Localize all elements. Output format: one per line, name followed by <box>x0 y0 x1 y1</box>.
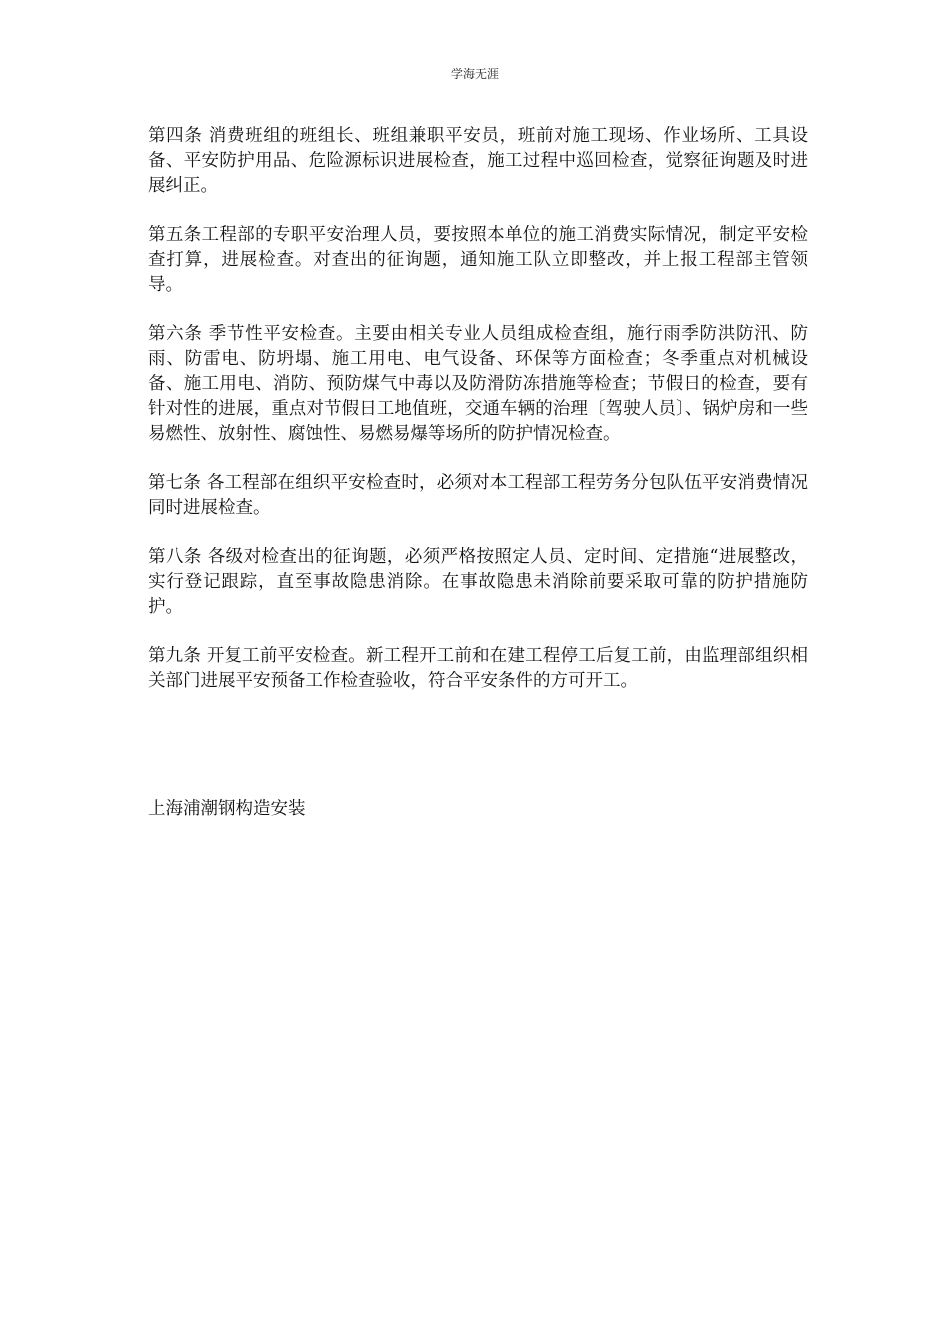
article-6-paragraph: 第六条 季节性平安检查。主要由相关专业人员组成检查组，施行雨季防洪防汛、防雨、防雷电、防坍塌、施工用电、电气设备、环保等方面检查；冬季重点对机械设备、施工用电、消防、预防煤气中毒以及防滑防冻措施等检查；节假日的检查，要有针对性的进展，重点对节假日工地值班，交通车辆的治理〔驾驶人员〕、锅炉房和一些易燃性、放射性、腐蚀性、易燃易爆等场所的防护情况检查。 <box>148 324 808 444</box>
article-8-paragraph: 第八条 各级对检查出的征询题，必须严格按照定人员、定时间、定措施“进展整改，实行登记跟踪，直至事故隐患消除。在事故隐患未消除前要采取可靠的防护措施防护。 <box>148 547 808 617</box>
article-5-paragraph: 第五条工程部的专职平安治理人员，要按照本单位的施工消费实际情况，制定平安检查打算，进展检查。对查出的征询题，通知施工队立即整改，并上报工程部主管领导。 <box>148 225 808 295</box>
page-header: 学海无涯 <box>450 67 499 81</box>
article-9-paragraph: 第九条 开复工前平安检查。新工程开工前和在建工程停工后复工前，由监理部组织相关部门进展平安预备工作检查验收，符合平安条件的方可开工。 <box>148 646 808 691</box>
article-7-paragraph: 第七条 各工程部在组织平安检查时，必须对本工程部工程劳务分包队伍平安消费情况同时进展检查。 <box>148 473 808 518</box>
document-body <box>148 124 808 718</box>
article-4-paragraph: 第四条 消费班组的班组长、班组兼职平安员，班前对施工现场、作业场所、工具设备、平安防护用品、危险源标识进展检查，施工过程中巡回检查，觉察征询题及时进展纠正。 <box>148 126 808 196</box>
company-signature: 上海浦潮钢构造安装 <box>148 799 306 819</box>
